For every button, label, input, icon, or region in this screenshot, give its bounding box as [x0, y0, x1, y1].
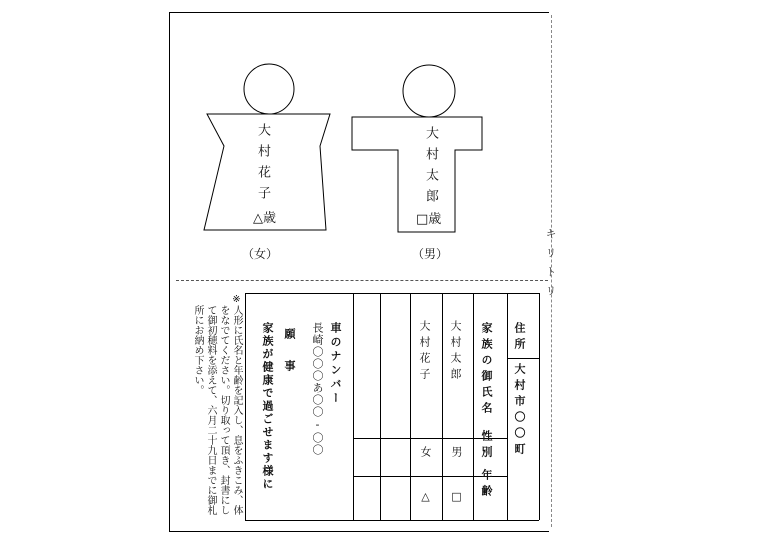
name-header: 家族の御氏名: [480, 322, 493, 418]
row-1-name: 大村太郎: [449, 320, 462, 384]
note-line-1: ※人形に氏名と年齢を記入し、息をふきこみ、体: [231, 294, 242, 515]
female-doll-age: △歳: [253, 211, 276, 226]
note-line-4: 所にお納め下さい。: [192, 305, 203, 395]
wish-title: 願 事: [283, 328, 296, 376]
car-number-value: 長崎〇〇〇あ〇〇-〇〇: [311, 322, 324, 456]
car-number-title: 車のナンバー: [329, 322, 342, 406]
female-doll-name: 大村花子: [255, 123, 270, 207]
cut-line-label: キリトリ: [544, 228, 557, 304]
male-doll-label: （男）: [412, 247, 449, 261]
note-line-3: て御初穂料を添えて、六月二十九日までに御札: [205, 305, 216, 515]
age-header: 年齢: [480, 469, 493, 501]
row-2-name: 大村花子: [418, 320, 431, 384]
address-label: 住所: [513, 322, 526, 354]
row-1-sex: 男: [450, 446, 463, 462]
female-doll-label: （女）: [242, 247, 279, 261]
row-2-age: △: [419, 490, 432, 508]
sex-header: 性別: [480, 430, 493, 462]
address-value: 大村市〇〇町: [513, 363, 526, 459]
row-1-age: □: [450, 490, 463, 508]
row-2-sex: 女: [419, 446, 432, 462]
male-doll-name: 大村太郎: [423, 126, 438, 210]
male-doll-age: □歳: [416, 212, 442, 227]
cut-line-horizontal: [176, 280, 548, 281]
wish-value: 家族が健康で過ごせます様に: [261, 322, 274, 491]
note-line-2: をなでてください。切り取って頂き、封書にし: [218, 305, 229, 515]
